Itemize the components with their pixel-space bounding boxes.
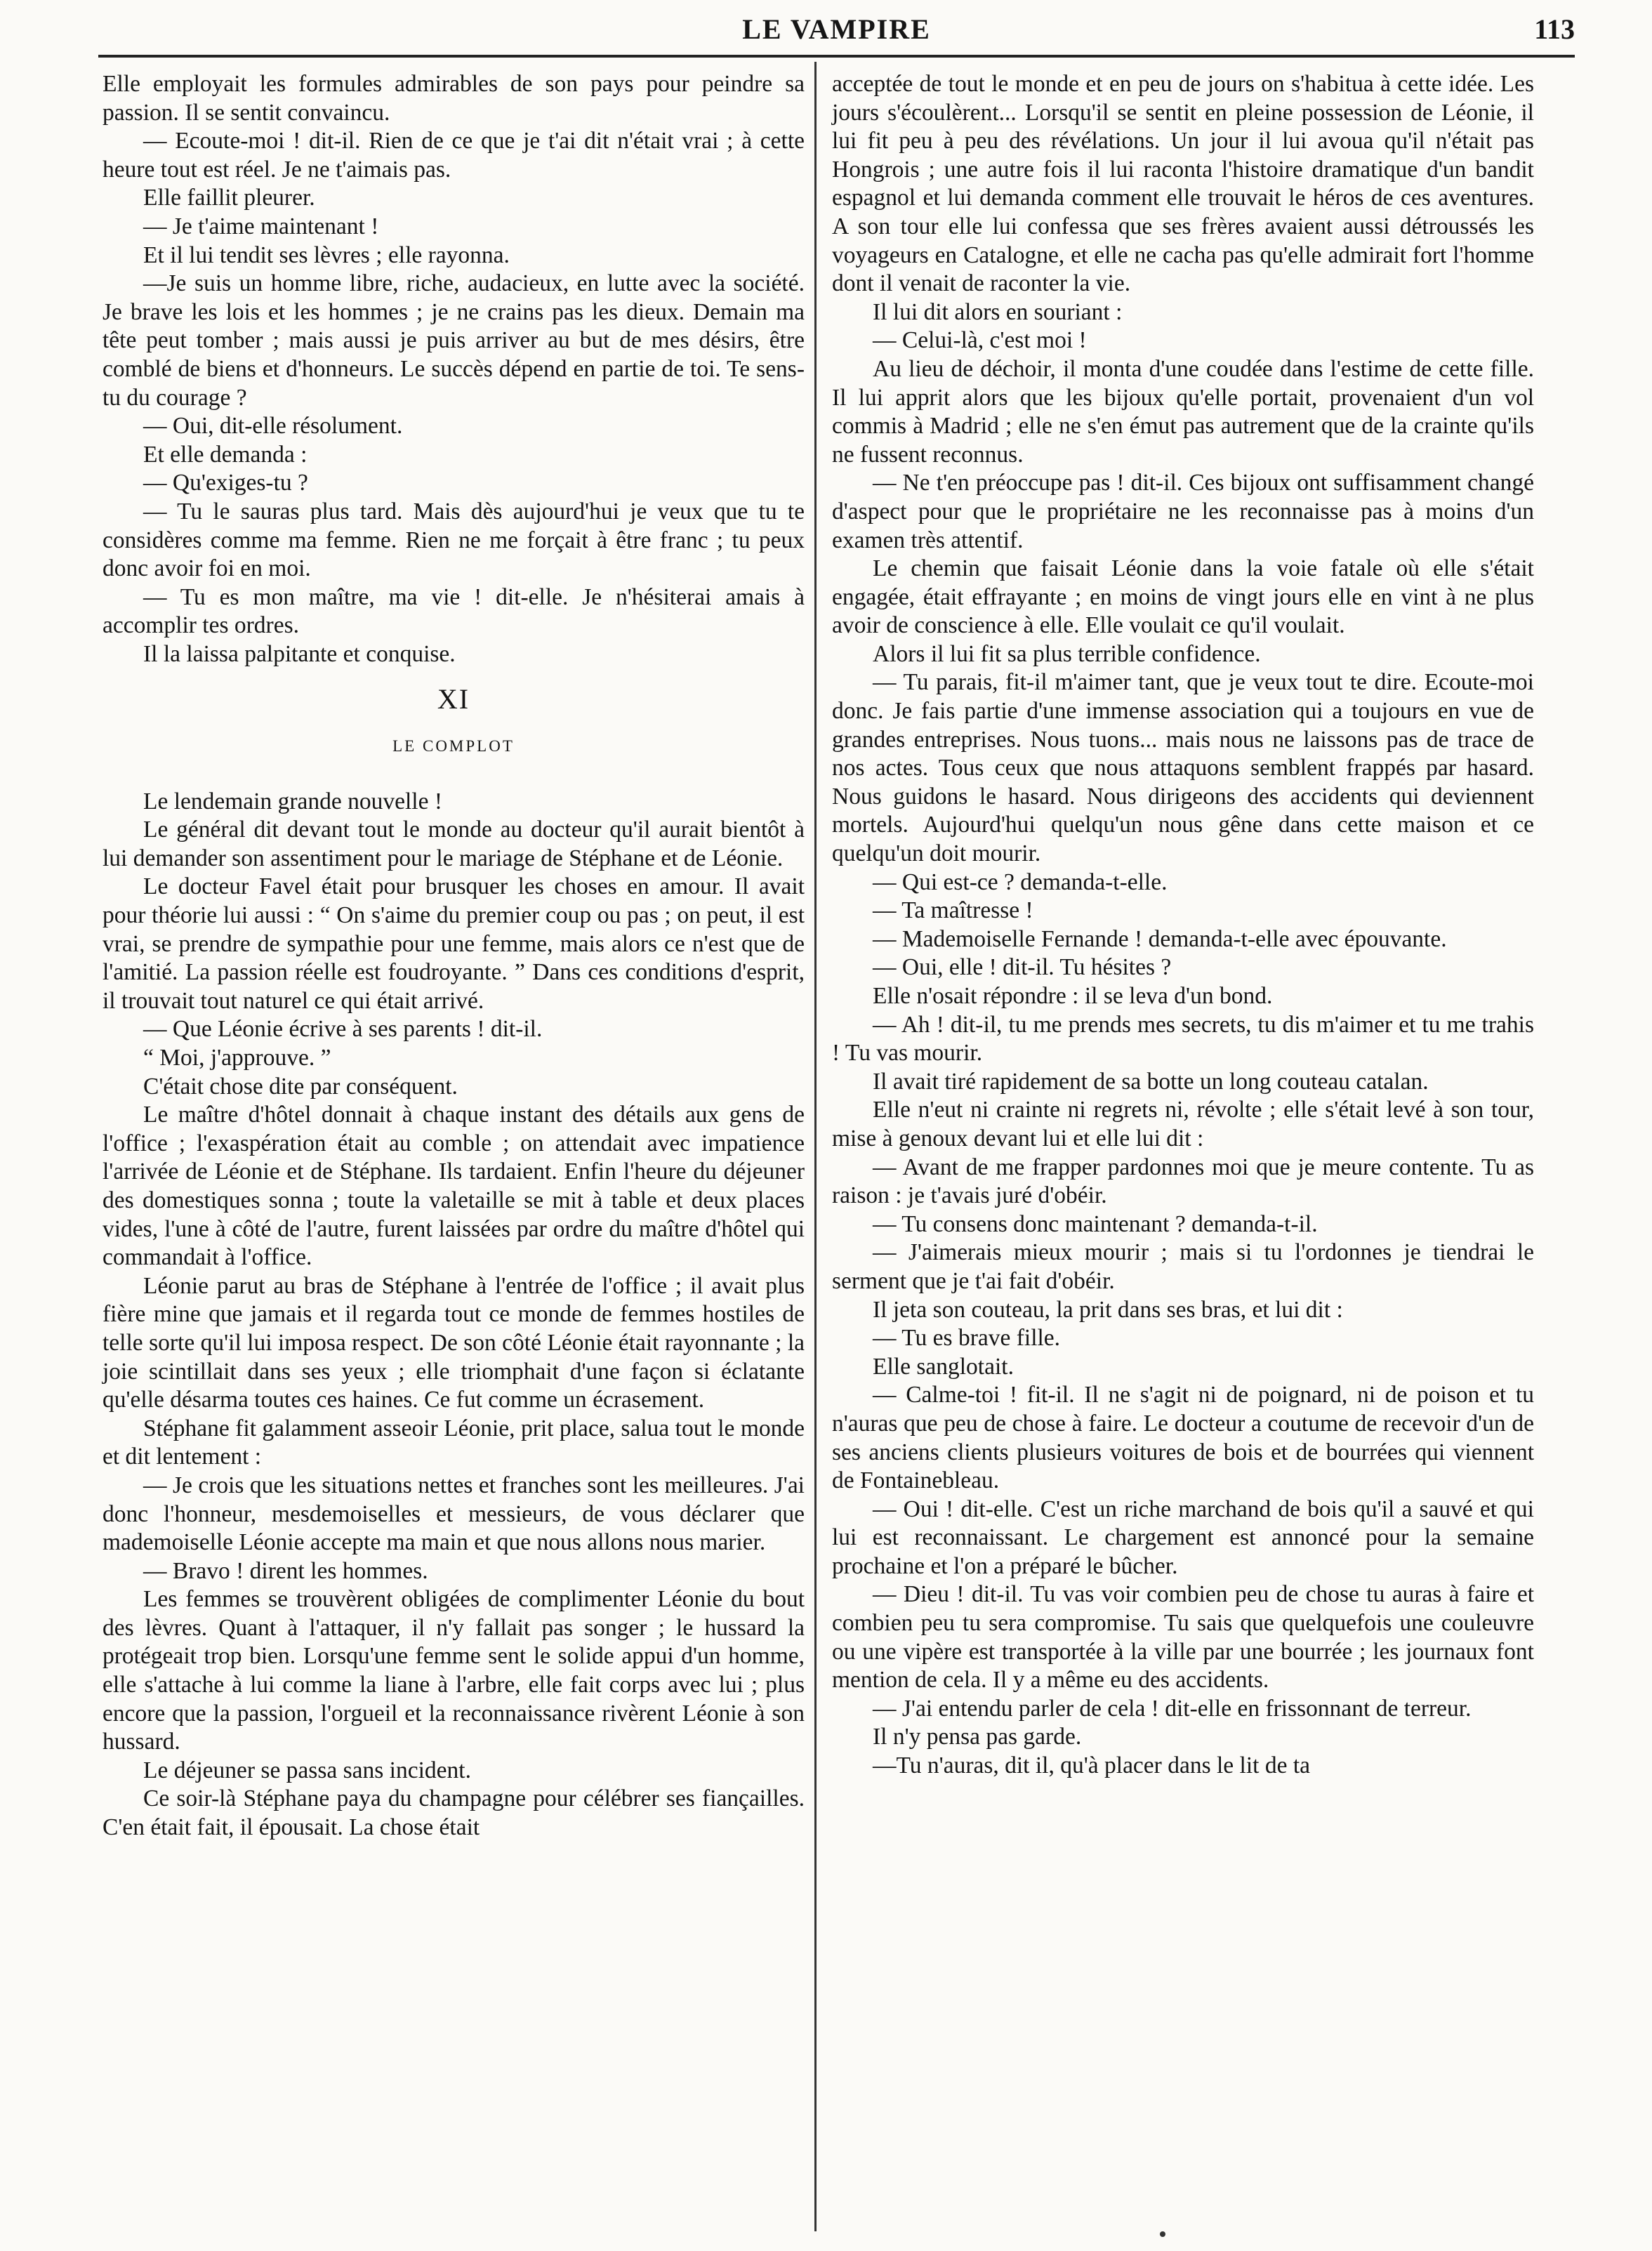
- paragraph: “ Moi, j'approuve. ”: [143, 1045, 331, 1071]
- paragraph: — Oui, elle ! dit-il. Tu hésites ?: [873, 954, 1172, 981]
- paragraph: — Tu es brave fille.: [873, 1325, 1061, 1352]
- paragraph: Le déjeuner se passa sans incident.: [143, 1757, 471, 1783]
- right-column: [832, 70, 1534, 1781]
- paragraph: — Qui est-ce ? demanda-t-elle.: [873, 869, 1168, 895]
- paragraph: Il la laissa palpitante et conquise.: [143, 640, 456, 667]
- paragraph: Le lendemain grande nouvelle !: [143, 788, 443, 814]
- paragraph: — Ecoute-moi ! dit-il. Rien de ce que je t'ai dit n'était vrai ; à cette heure tout est réel. Je ne t'aimais pas.: [103, 128, 805, 183]
- ink-dot-mark: [1160, 2231, 1165, 2237]
- paragraph: Ce soir-là Stéphane paya du champagne pour célébrer ses fiançailles. C'en était fait, il épousait. La chose était: [103, 1785, 805, 1841]
- paragraph: — Ah ! dit-il, tu me prends mes secrets, tu dis m'aimer et tu me trahis ! Tu vas mourir.: [832, 1011, 1534, 1067]
- paragraph: Le général dit devant tout le monde au docteur qu'il aurait bientôt à lui demander son assentiment pour le mariage de Stéphane et de Léonie.: [103, 817, 805, 871]
- paragraph: Stéphane fit galamment asseoir Léonie, prit place, salua tout le monde et dit lentement :: [103, 1415, 805, 1470]
- paragraph: — Tu consens donc maintenant ? demanda-t-il.: [873, 1210, 1318, 1237]
- paragraph: — Que Léonie écrive à ses parents ! dit-il.: [143, 1016, 543, 1043]
- paragraph: — Dieu ! dit-il. Tu vas voir combien peu de chose tu auras à faire et combien peu tu sera compromise. Tu sais que quelquefois une couleuvre ou une vipère est transportée à la ville par une bourrée ; les journaux font mention de cela. Il y a même eu des accidents.: [832, 1581, 1534, 1694]
- paragraph: — Avant de me frapper pardonnes moi que je meure contente. Tu as raison : je t'avais juré d'obéir.: [832, 1154, 1534, 1209]
- column-divider: [814, 62, 817, 2231]
- chapter-number: XI: [437, 683, 470, 715]
- paragraph: — Je crois que les situations nettes et franches sont les meilleures. J'ai donc l'honneur, mesdemoiselles et messieurs, de vous déclarer que mademoiselle Léonie accepte ma main et que nous allons nous marier.: [103, 1472, 805, 1556]
- paragraph: — Je t'aime maintenant !: [143, 213, 379, 239]
- paragraph: — Celui-là, c'est moi !: [873, 327, 1087, 354]
- paragraph: Et elle demanda :: [143, 441, 308, 468]
- left-paragraphs-before: [103, 70, 805, 668]
- paragraph: —Tu n'auras, dit il, qu'à placer dans le lit de ta: [873, 1752, 1311, 1779]
- left-column: [103, 70, 805, 1842]
- paragraph: — J'ai entendu parler de cela ! dit-elle en frissonnant de terreur.: [873, 1695, 1472, 1722]
- paragraph: — Mademoiselle Fernande ! demanda-t-elle avec épouvante.: [873, 925, 1447, 952]
- paragraph: Le chemin que faisait Léonie dans la voie fatale où elle s'était engagée, était effrayante ; en moins de vingt jours elle en vint à ne plus avoir de conscience à elle. Elle voulait ce qu'il voulait.: [832, 555, 1534, 639]
- paragraph: — Qu'exiges-tu ?: [143, 470, 308, 496]
- paragraph: Il jeta son couteau, la prit dans ses bras, et lui dit :: [873, 1296, 1343, 1323]
- paragraph: acceptée de tout le monde et en peu de jours on s'habitua à cette idée. Les jours s'écoulèrent... Lorsqu'il se sentit en pleine possession de Léonie, il lui fit peu à peu des révélations. Un jour il lui avoua qu'il n'était pas Hongrois ; une autre fois il lui raconta l'histoire dramatique d'un bandit espagnol et lui demanda comment elle trouvait le héros de ces aventures. A son tour elle lui confessa que ses frères avaient aussi détroussés les voyageurs en Catalogne, et elle ne cacha pas qu'elle admirait fort l'homme dont il venait de raconter la vie.: [832, 71, 1534, 297]
- paragraph: — Tu parais, fit-il m'aimer tant, que je veux tout te dire. Ecoute-moi donc. Je fais partie d'une immense association qui a toujours en vue de grandes entreprises. Nous tuons... mais nous ne laissons pas de trace de nos actes. Tous ceux que nous attaquons semblent frappés par hasard. Nous guidons le hasard. Nous dirigeons des accidents qui deviennent mortels. Aujourd'hui quelqu'un nous gêne dans cette maison et ce quelqu'un doit mourir.: [832, 669, 1534, 867]
- page-header: [98, 13, 1575, 52]
- paragraph: — Ta maîtresse !: [873, 897, 1033, 924]
- paragraph: — Tu le sauras plus tard. Mais dès aujourd'hui je veux que tu te considères comme ma femme. Rien ne me forçait à être franc ; tu peux donc avoir foi en moi.: [103, 498, 805, 582]
- paragraph: — Calme-toi ! fit-il. Il ne s'agit ni de poignard, ni de poison et tu n'auras que peu de chose à faire. Le docteur a coutume de recevoir d'un de ses anciens clients plusieurs voitures de bois et de bourrées qui viennent de Fontainebleau.: [832, 1382, 1534, 1494]
- paragraph: Alors il lui fit sa plus terrible confidence.: [873, 640, 1261, 667]
- paragraph: Elle sanglotait.: [873, 1353, 1014, 1380]
- left-paragraphs-after: [103, 788, 805, 1842]
- header-rule: [98, 55, 1575, 58]
- running-title: LE VAMPIRE: [742, 13, 931, 45]
- chapter-title: LE COMPLOT: [392, 737, 515, 755]
- paragraph: Le maître d'hôtel donnait à chaque instant des détails aux gens de l'office ; l'exaspération était au comble ; on attendait avec impatience l'arrivée de Léonie et de Stéphane. Ils tardaient. Enfin l'heure du déjeuner des domestiques sonna ; toute la valetaille se mit à table et deux places vides, l'une à côté de l'autre, furent laissées par ordre du maître d'hôtel qui commandait à l'office.: [103, 1102, 805, 1271]
- paragraph: Le docteur Favel était pour brusquer les choses en amour. Il avait pour théorie lui aussi : “ On s'aime du premier coup ou pas ; on peut, il est vrai, se prendre de sympathie pour une femme, mais alors ce n'est que de l'amitié. La passion réelle est foudroyante. ” Dans ces conditions d'esprit, il trouvait tout naturel ce qui était arrivé.: [103, 873, 805, 1014]
- paragraph: Il lui dit alors en souriant :: [873, 298, 1123, 325]
- paragraph: Il avait tiré rapidement de sa botte un long couteau catalan.: [873, 1068, 1429, 1095]
- paragraph: — Bravo ! dirent les hommes.: [143, 1557, 428, 1584]
- paragraph: Elle employait les formules admirables de son pays pour peindre sa passion. Il se sentit convaincu.: [103, 71, 805, 126]
- paragraph: — Ne t'en préoccupe pas ! dit-il. Ces bijoux ont suffisamment changé d'aspect pour que le propriétaire ne les reconnaisse pas à moins d'un examen très attentif.: [832, 470, 1534, 553]
- paragraph: Il n'y pensa pas garde.: [873, 1724, 1082, 1750]
- paragraph: Les femmes se trouvèrent obligées de complimenter Léonie du bout des lèvres. Quant à l'attaquer, il n'y fallait pas songer ; le hussard la protégeait trop bien. Lorsqu'une femme sent le solide appui d'un homme, elle s'attache à lui comme la liane à l'arbre, elle fait corps avec lui ; plus encore que la passion, l'orgueil et la reconnaissance rivèrent Léonie à son hussard.: [103, 1586, 805, 1755]
- paragraph: C'était chose dite par conséquent.: [143, 1073, 458, 1100]
- paragraph: — J'aimerais mieux mourir ; mais si tu l'ordonnes je tiendrai le serment que je t'ai fait d'obéir.: [832, 1239, 1534, 1294]
- paragraph: — Oui ! dit-elle. C'est un riche marchand de bois qu'il a sauvé et qui lui est reconnaissant. Le chargement est annoncé pour la semaine prochaine et l'on a préparé le bûcher.: [832, 1496, 1534, 1579]
- paragraph: Léonie parut au bras de Stéphane à l'entrée de l'office ; il avait plus fière mine que jamais et il regarda tout ce monde de femmes hostiles de telle sorte qu'il lui imposa respect. De son côté Léonie était rayonnante ; la joie scintillait dans ses yeux ; elle triomphait d'une façon si éclatante qu'elle désarma toutes ces haines. Ce fut comme un écrasement.: [103, 1272, 805, 1413]
- paragraph: — Oui, dit-elle résolument.: [143, 413, 403, 440]
- page-number: 113: [1534, 13, 1575, 45]
- paragraph: Elle n'osait répondre : il se leva d'un bond.: [873, 983, 1273, 1009]
- paragraph: — Tu es mon maître, ma vie ! dit-elle. Je n'hésiterai amais à accomplir tes ordres.: [103, 583, 805, 639]
- paragraph: Au lieu de déchoir, il monta d'une coudée dans l'estime de cette fille. Il lui apprit alors que les bijoux qu'elle portait, provenaient d'un vol commis à Madrid ; elle ne s'en émut pas autrement que de la crainte qu'ils ne fussent reconnus.: [832, 355, 1534, 468]
- paragraph: —Je suis un homme libre, riche, audacieux, en lutte avec la société. Je brave les lois et les hommes ; je ne crains pas les dieux. Demain ma tête peut tomber ; mais aussi je puis arriver au but de mes désirs, être comblé de biens et d'honneurs. Le succès dépend en partie de toi. Te sens-tu du courage ?: [103, 270, 805, 411]
- paragraph: Elle faillit pleurer.: [143, 185, 315, 211]
- paragraph: Et il lui tendit ses lèvres ; elle rayonna.: [143, 242, 510, 268]
- paragraph: Elle n'eut ni crainte ni regrets ni, révolte ; elle s'était levé à son tour, mise à genoux devant lui et elle lui dit :: [832, 1097, 1534, 1151]
